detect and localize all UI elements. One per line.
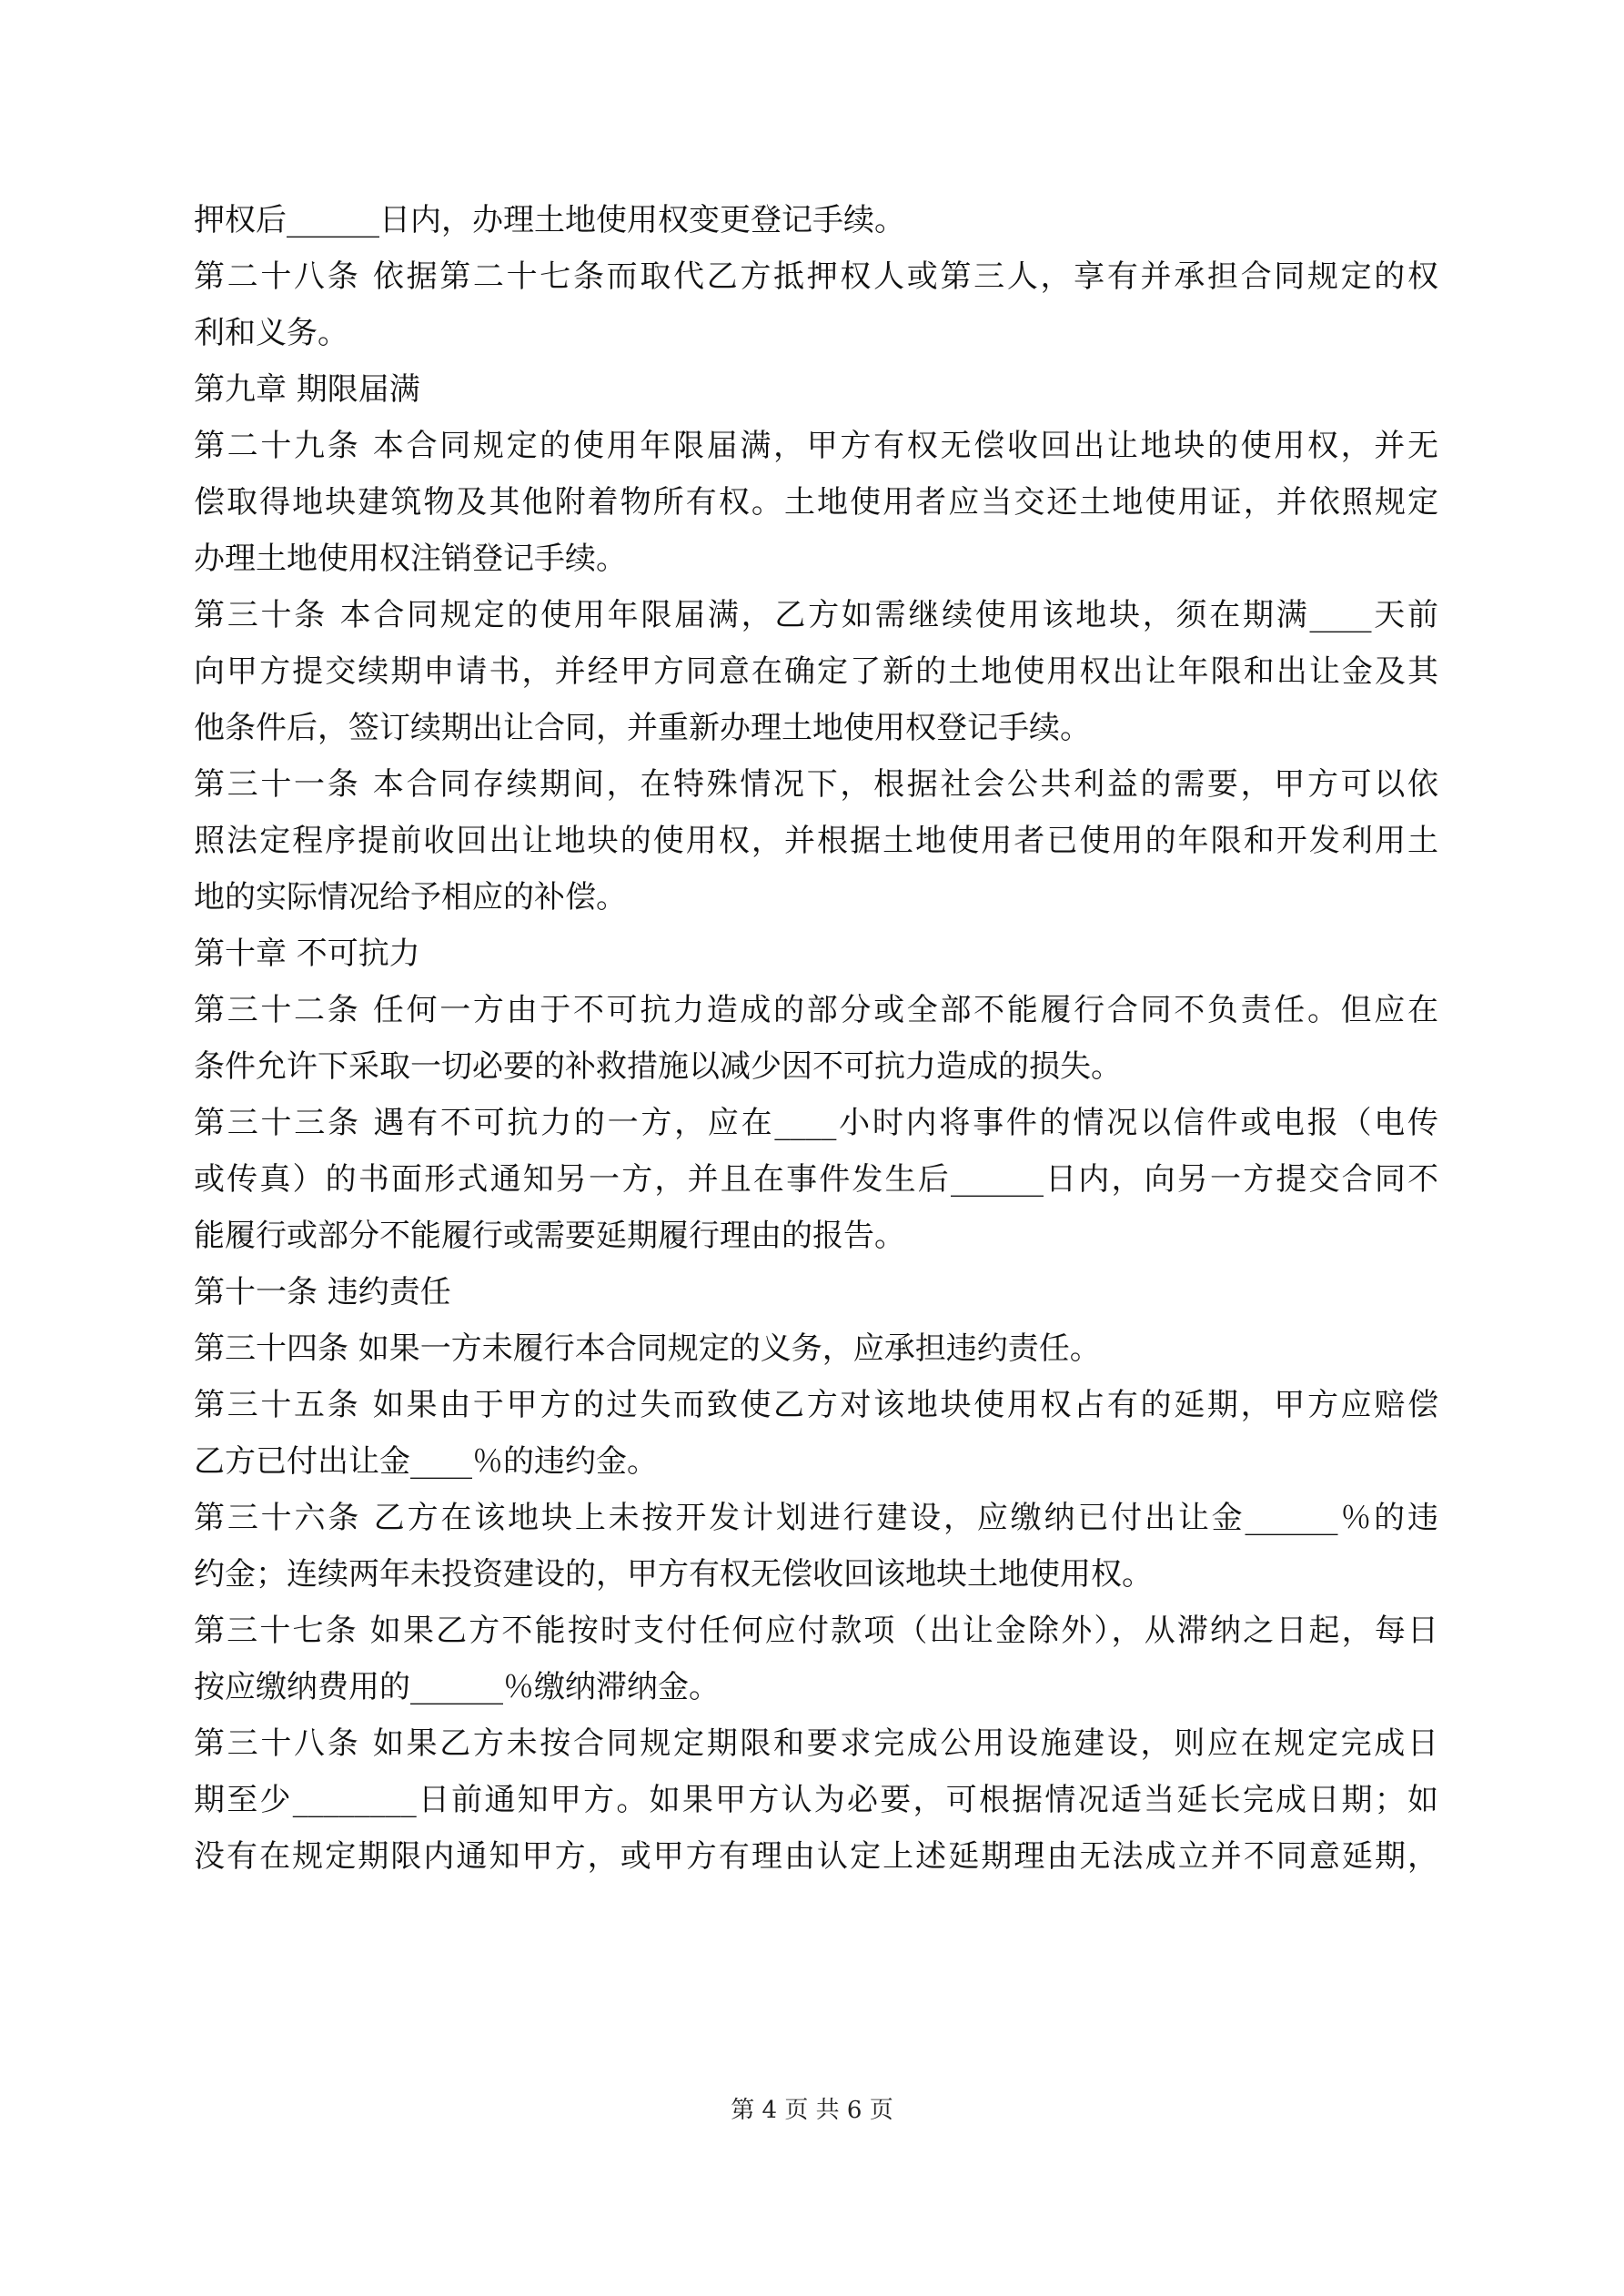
text-line: 能履行或部分不能履行或需要延期履行理由的报告。 bbox=[194, 1218, 905, 1254]
text-line: 第三十条 本合同规定的使用年限届满，乙方如需继续使用该地块，须在期满____天前 bbox=[194, 597, 1438, 633]
text-line: 没有在规定期限内通知甲方，或甲方有理由认定上述延期理由无法成立并不同意延期， bbox=[194, 1838, 1438, 1875]
text-line: 偿取得地块建筑物及其他附着物所有权。土地使用者应当交还土地使用证，并依照规定 bbox=[194, 484, 1438, 521]
document-body bbox=[194, 196, 1438, 1888]
text-line: 约金；连续两年未投资建设的，甲方有权无偿收回该地块土地使用权。 bbox=[194, 1556, 1153, 1593]
text-line: 第三十三条 遇有不可抗力的一方，应在____小时内将事件的情况以信件或电报（电传 bbox=[194, 1105, 1438, 1141]
text-line: 押权后______日内，办理土地使用权变更登记手续。 bbox=[194, 202, 905, 238]
text-line: 照法定程序提前收回出让地块的使用权，并根据土地使用者已使用的年限和开发利用土 bbox=[194, 823, 1438, 859]
text-line: 期至少________日前通知甲方。如果甲方认为必要，可根据情况适当延长完成日期；如 bbox=[194, 1782, 1438, 1818]
text-line: 条件允许下采取一切必要的补救措施以减少因不可抗力造成的损失。 bbox=[194, 1048, 1122, 1085]
page-number-footer: 第 4 页 共 6 页 bbox=[731, 2097, 893, 2124]
text-line: 或传真）的书面形式通知另一方，并且在事件发生后______日内，向另一方提交合同不 bbox=[194, 1161, 1438, 1198]
text-line: 乙方已付出让金____％的违约金。 bbox=[194, 1443, 658, 1480]
text-line: 向甲方提交续期申请书，并经甲方同意在确定了新的土地使用权出让年限和出让金及其 bbox=[194, 653, 1438, 690]
chapter-heading: 第十章 不可抗力 bbox=[194, 936, 420, 972]
text-line: 第三十五条 如果由于甲方的过失而致使乙方对该地块使用权占有的延期，甲方应赔偿 bbox=[194, 1387, 1438, 1423]
text-line: 第三十一条 本合同存续期间，在特殊情况下，根据社会公共利益的需要，甲方可以依 bbox=[194, 766, 1438, 803]
chapter-heading: 第九章 期限届满 bbox=[194, 371, 420, 408]
text-line: 第二十九条 本合同规定的使用年限届满，甲方有权无偿收回出让地块的使用权，并无 bbox=[194, 428, 1438, 464]
text-line: 利和义务。 bbox=[194, 315, 348, 351]
text-line: 第三十八条 如果乙方未按合同规定期限和要求完成公用设施建设，则应在规定完成日 bbox=[194, 1725, 1438, 1762]
text-line: 第三十四条 如果一方未履行本合同规定的义务，应承担违约责任。 bbox=[194, 1330, 1101, 1367]
text-line: 办理土地使用权注销登记手续。 bbox=[194, 541, 627, 577]
text-line: 第三十二条 任何一方由于不可抗力造成的部分或全部不能履行合同不负责任。但应在 bbox=[194, 992, 1438, 1028]
chapter-heading: 第十一条 违约责任 bbox=[194, 1274, 451, 1310]
text-line: 第三十六条 乙方在该地块上未按开发计划进行建设，应缴纳已付出让金______％的违 bbox=[194, 1500, 1438, 1536]
text-line: 第三十七条 如果乙方不能按时支付任何应付款项（出让金除外），从滞纳之日起，每日 bbox=[194, 1613, 1438, 1649]
text-line: 按应缴纳费用的______％缴纳滞纳金。 bbox=[194, 1669, 720, 1705]
text-line: 地的实际情况给予相应的补偿。 bbox=[194, 879, 627, 915]
text-line: 他条件后，签订续期出让合同，并重新办理土地使用权登记手续。 bbox=[194, 710, 1091, 746]
text-line: 第二十八条 依据第二十七条而取代乙方抵押权人或第三人，享有并承担合同规定的权 bbox=[194, 258, 1438, 295]
